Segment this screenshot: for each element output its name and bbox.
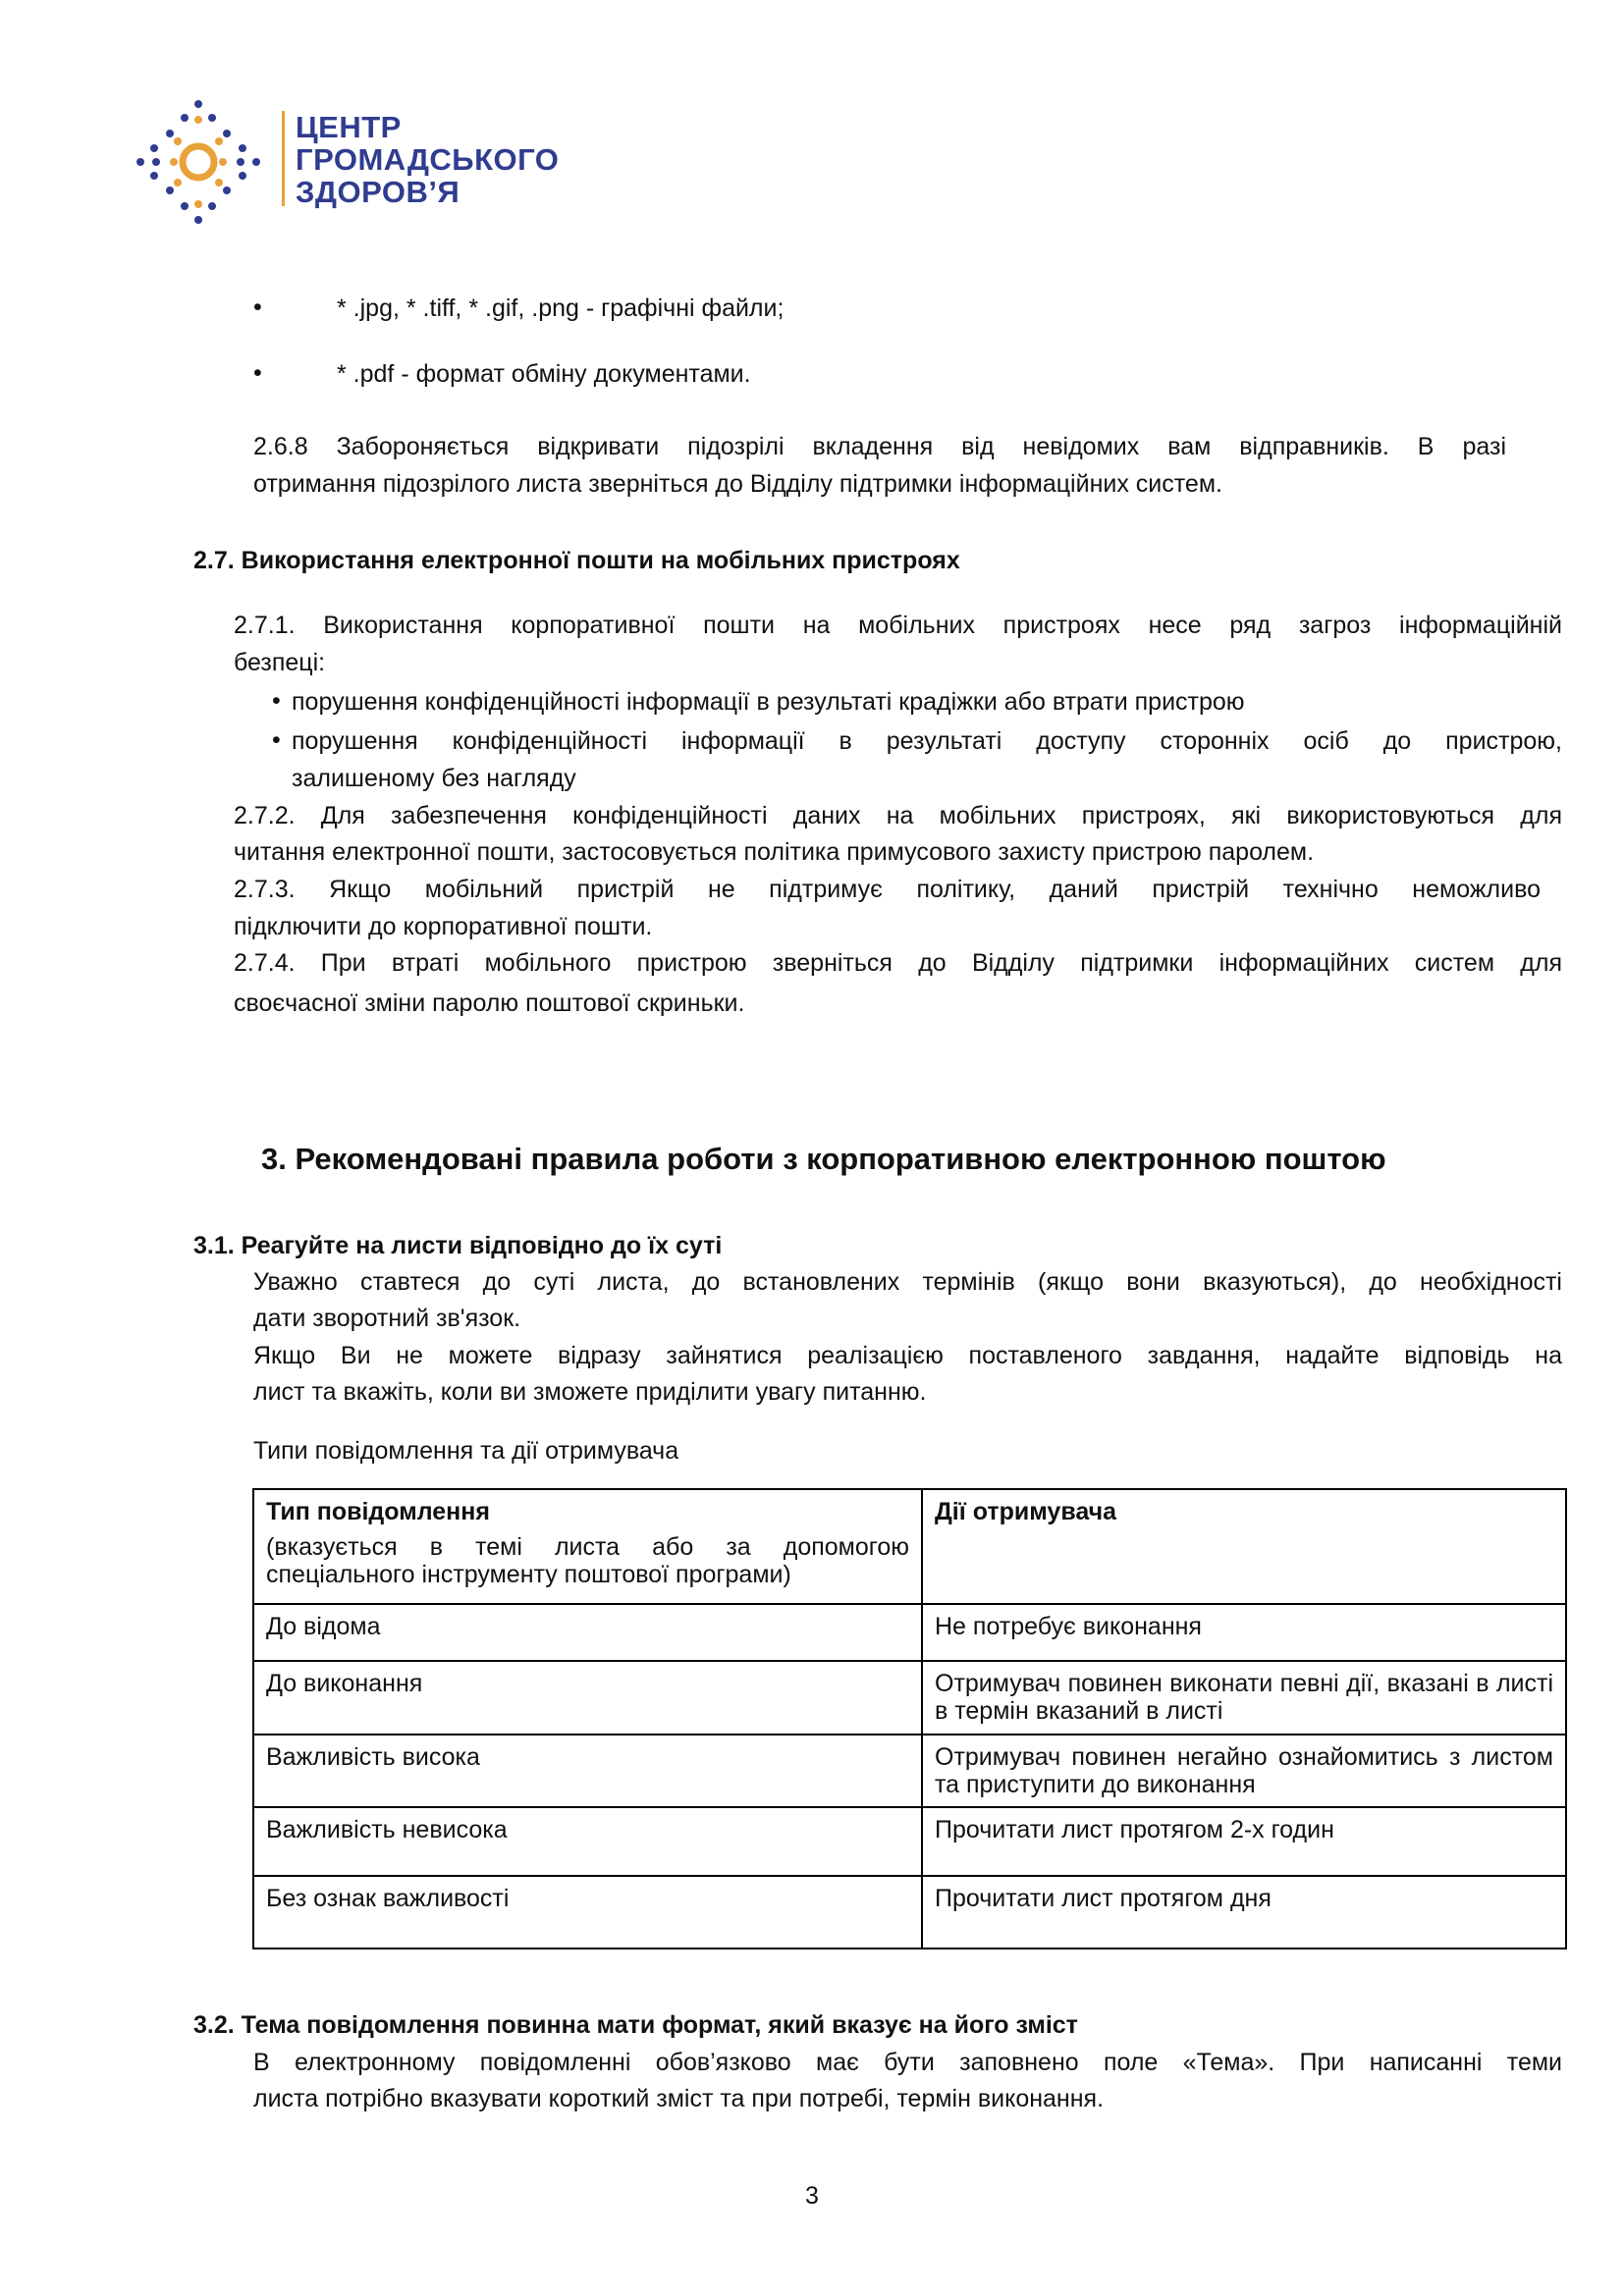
section-heading: 3.2. Тема повідомлення повинна мати формат, який вказує на його зміст [193,2011,1078,2039]
paragraph-line: Уважно ставтеся до суті листа, до встановлених термінів (якщо вони вказуються), до необхідності [253,1268,1562,1296]
paragraph-line: 2.7.2. Для забезпечення конфіденційності даних на мобільних пристроях, які використовуються для [234,802,1562,829]
file-type-item: * .jpg, * .tiff, * .gif, .png - графічні файли; [337,294,785,322]
action-cell: Прочитати лист протягом дня [922,1876,1566,1949]
paragraph-line: 2.6.8 Забороняється відкривати підозрілі вкладення від невідомих вам відправників. В разі [253,433,1506,460]
logo-line: ЗДОРОВ’Я [296,175,460,209]
action-cell: Отримувач повинен негайно ознайомитись з листом та приступити до виконання [922,1735,1566,1807]
logo-divider [282,111,285,206]
table-row [253,1604,1566,1661]
bullet-item: залишеному без нагляду [292,765,576,792]
page-number: 3 [805,2182,819,2210]
section-heading: 3.1. Реагуйте на листи відповідно до їх суті [193,1232,723,1259]
bullet-dot-icon: • [272,726,281,754]
bullet-item: порушення конфіденційності інформації в результаті доступу сторонніх осіб до пристрою, [292,727,1562,755]
section-heading: 2.7. Використання електронної пошти на мобільних пристроях [193,547,960,574]
paragraph-line: дати зворотний зв'язок. [253,1305,521,1332]
table-header-cell [922,1489,1566,1604]
bullet-item: порушення конфіденційності інформації в результаті крадіжки або втрати пристрою [292,688,1245,716]
action-cell: Прочитати лист протягом 2-х годин [922,1807,1566,1876]
paragraph-line: читання електронної пошти, застосовується політика примусового захисту пристрою паролем. [234,838,1315,866]
table-header-row [253,1489,1566,1604]
type-cell: Важливість висока [253,1735,922,1807]
type-cell: До відома [253,1604,922,1661]
action-cell: Не потребує виконання [922,1604,1566,1661]
paragraph-line: 2.7.4. При втраті мобільного пристрою зверніться до Відділу підтримки інформаційних систем для [234,949,1562,977]
file-type-item: * .pdf - формат обміну документами. [337,360,751,388]
paragraph-line: В електронному повідомленні обов’язково має бути заповнено поле «Тема». При написанні теми [253,2049,1562,2076]
organization-logo-mark [133,96,265,229]
bullet-dot-icon: • [253,359,262,387]
header-type-note-text: (вказується в темі листа або за допомогою спеціального інструменту поштової програми) [266,1533,909,1588]
header-type-label: Тип повідомлення [266,1498,490,1525]
table-row [253,1735,1566,1807]
paragraph-line: 2.7.1. Використання корпоративної пошти на мобільних пристроях несе ряд загроз інформаційній [234,612,1562,639]
chapter-heading: 3. Рекомендовані правила роботи з корпоративною електронною поштою [261,1142,1386,1176]
paragraph-line: безпеці: [234,649,326,676]
organization-logo-text [296,111,559,208]
paragraph-line: лист та вкажіть, коли ви зможете приділити увагу питанню. [253,1378,927,1406]
type-cell: Без ознак важливості [253,1876,922,1949]
paragraph-line: своєчасної зміни паролю поштової скриньки. [234,989,745,1017]
type-cell: Важливість невисока [253,1807,922,1876]
bullet-dot-icon: • [253,294,262,321]
table-row [253,1876,1566,1949]
paragraph-line: Якщо Ви не можете відразу зайнятися реалізацією поставленого завдання, надайте відповідь на [253,1342,1562,1369]
table-header-cell [253,1489,922,1604]
type-cell: До виконання [253,1661,922,1735]
header-type-note [266,1533,909,1588]
paragraph-line: підключити до корпоративної пошти. [234,913,653,940]
message-types-table [252,1488,1567,1949]
action-cell: Отримувач повинен виконати певні дії, вказані в листі в термін вказаний в листі [922,1661,1566,1735]
paragraph-line: отримання підозрілого листа зверніться до Відділу підтримки інформаційних систем. [253,470,1222,498]
bullet-dot-icon: • [272,687,281,715]
table-row [253,1807,1566,1876]
paragraph-line: 2.7.3. Якщо мобільний пристрій не підтримує політику, даний пристрій технічно неможливо [234,876,1541,903]
paragraph-line: листа потрібно вказувати короткий зміст та при потребі, термін виконання. [253,2085,1105,2112]
table-row [253,1661,1566,1735]
table-caption: Типи повідомлення та дії отримувача [253,1437,679,1465]
logo-line: ГРОМАДСЬКОГО [296,142,560,177]
header-action-label: Дії отримувача [935,1498,1117,1525]
logo-line: ЦЕНТР [296,110,402,144]
